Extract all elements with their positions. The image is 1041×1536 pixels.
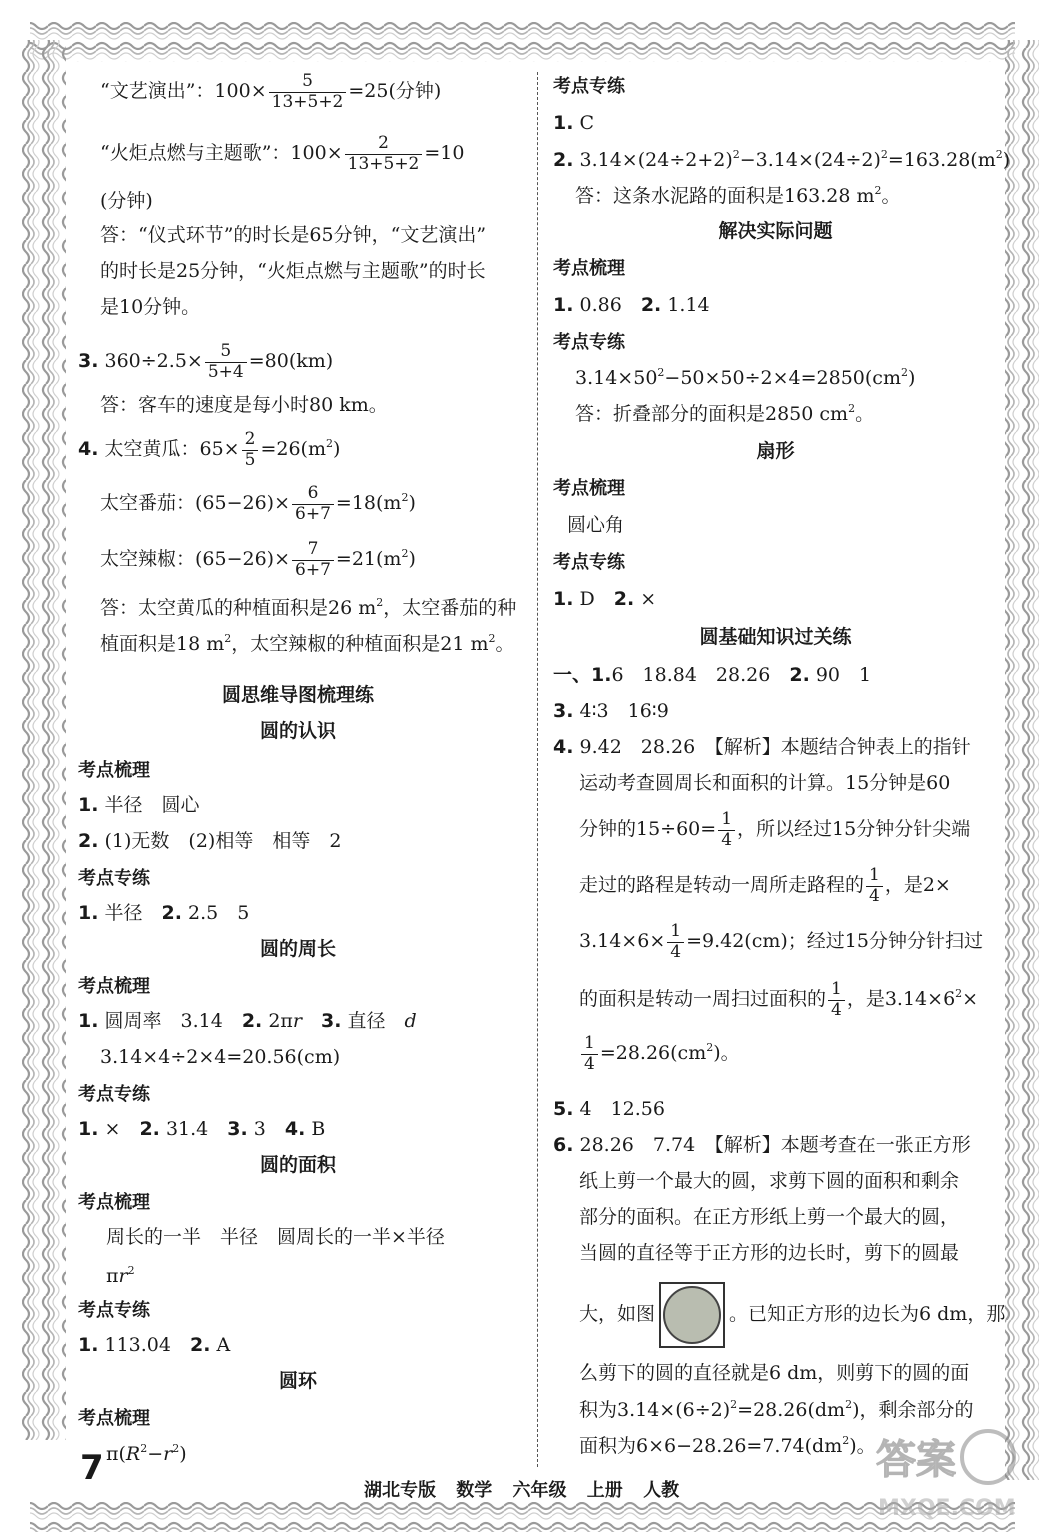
answer-line: 3.14×4÷2×4=20.56(cm) [100,1046,341,1068]
section-title: 扇形 [756,440,795,462]
watermark-text-bottom: MXQE.COM [878,1496,1016,1521]
answer-line: 1. C [553,112,595,134]
answer-line: “文艺演出”：100× $\frac{5}{13+5+2}$ =25(分钟) [100,71,442,112]
answer-line: 5. 4 12.56 [553,1098,665,1120]
answer-line: 圆心角 [567,514,625,536]
fraction: $\frac{5}{5+4}$ [205,342,247,382]
watermark-text-top: 答案 [876,1437,956,1483]
fraction: $\frac{1}{4}$ [866,866,883,906]
answer-line: 答：客车的速度是每小时80 km。 [100,394,388,416]
answer-line: 1. 113.04 2. A [78,1334,231,1356]
answer-line: 积为$3.14\times(6\div 2)^2=28.26(dm^2)$，剩余部分的 [579,1398,974,1421]
subsection-heading: 考点专练 [78,868,150,889]
section-title: 圆的认识 [259,720,336,742]
subsection-heading: 考点专练 [553,552,625,573]
footer-info: 湖北专版 数学 六年级 上册 人教 [364,1480,680,1501]
section-title: 圆的周长 [259,938,336,960]
subsection-heading: 考点梳理 [78,1408,150,1429]
section-title: 解决实际问题 [718,220,833,242]
answer-line: $\pi r^2$ [106,1264,135,1287]
answer-line: 答：折叠部分的面积是2850 $cm^2$。 [575,402,875,425]
answer-line: 1. 圆周率 3.14 2. 2πr 3. 直径 d [78,1010,417,1032]
subsection-heading: 考点梳理 [78,1192,150,1213]
answer-line: 太空番茄：(65−26)× $\frac{6}{6+7}$ $=18(m^2)$ [100,483,416,524]
fraction: $\frac{2}{5}$ [242,430,259,470]
answer-line: 大，如图 。已知正方形的边长为6 dm，那 [579,1282,1005,1348]
answer-line: 么剪下的圆的直径就是6 dm，则剪下的圆的面 [579,1362,970,1384]
column-divider [537,72,538,1467]
answer-line: 面积为$6\times 6-28.26=7.74(dm^2)$。 [579,1434,876,1457]
answer-line: 植面积是18 $m^2$，太空辣椒的种植面积是21 $m^2$。 [100,632,515,655]
answer-line: “火炬点燃与主题歌”：100× $\frac{2}{13+5+2}$ =10 [100,133,465,174]
question-3: 3. 360÷2.5× $\frac{5}{5+4}$ =80(km) [78,341,334,382]
watermark-logo [868,1415,1033,1530]
answer-line: 2. (1)无数 (2)相等 相等 2 [78,830,342,852]
answer-line: 的时长是25分钟，“火炬点燃与主题歌”的时长 [100,260,486,282]
answer-line: $\frac{1}{4}$ $=28.26(cm^2)$。 [579,1034,740,1074]
answer-line: 答：“仪式环节”的时长是65分钟，“文艺演出” [100,224,487,246]
subsection-heading: 考点梳理 [553,258,625,279]
answer-line: 3. 4∶3 16∶9 [553,700,669,722]
fraction: $\frac{2}{13+5+2}$ [345,134,423,174]
subsection-heading: 考点专练 [553,332,625,353]
answer-line: 1. × 2. 31.4 3. 3 4. B [78,1118,326,1140]
subsection-heading: 考点梳理 [78,760,150,781]
answer-line: 2. $3.14\times(24\div 2+2)^2-3.14\times(24\div 2)^2=163.28(m^2)$ [553,148,1011,171]
fraction: $\frac{1}{4}$ [581,1034,598,1074]
answer-line: $\pi(R^2-r^2)$ [106,1442,187,1465]
answer-line: 运动考查圆周长和面积的计算。15分钟是60 [579,772,951,794]
answer-line: (分钟) [100,190,153,212]
inscribed-circle-figure [659,1282,725,1348]
answer-line: 当圆的直径等于正方形的边长时，剪下的圆最 [579,1242,960,1264]
fraction: $\frac{5}{13+5+2}$ [269,72,347,112]
section-title: 圆思维导图梳理练 [221,684,374,706]
subsection-heading: 考点梳理 [553,478,625,499]
answer-line: 太空辣椒：(65−26)× $\frac{7}{6+7}$ $=21(m^2)$ [100,539,416,580]
question-4: 4. 太空黄瓜：65× $\frac{2}{5}$ $=26(m^2)$ [78,429,341,470]
answer-line: 的面积是转动一周扫过面积的 $\frac{1}{4}$ ，是$3.14\times 6^2\times$ [579,979,979,1020]
answer-line: 部分的面积。在正方形纸上剪一个最大的圆， [579,1206,960,1228]
answer-line: 分钟的15÷60= $\frac{1}{4}$ ，所以经过15分钟分针尖端 [579,809,971,850]
page-number: 7 [80,1448,104,1488]
answer-line: 1. 0.86 2. 1.14 [553,294,710,316]
answer-line: 3.14×6× $\frac{1}{4}$ =9.42(cm)；经过15分钟分针扫过 [579,921,983,962]
answer-line: $3.14\times 50^2-50\times 50\div 2\times 4=2850(cm^2)$ [575,366,916,389]
subsection-heading: 考点专练 [78,1084,150,1105]
fraction: $\frac{7}{6+7}$ [292,540,334,580]
answer-line: 1. 半径 2. 2.5 5 [78,902,250,924]
answer-line: 6. 28.26 7.74 【解析】本题考查在一张正方形 [553,1134,971,1156]
watermark-ring [962,1431,1014,1483]
answer-line: 周长的一半 半径 圆周长的一半×半径 [106,1226,445,1248]
answer-line: 4. 9.42 28.26 【解析】本题结合钟表上的指针 [553,736,971,758]
fraction: $\frac{1}{4}$ [828,980,845,1020]
answer-line: 一、1.6 18.84 28.26 2. 90 1 [553,664,872,686]
fraction: $\frac{1}{4}$ [718,810,735,850]
answer-line: 答：太空黄瓜的种植面积是26 $m^2$，太空番茄的种 [100,596,517,619]
answer-line: 走过的路程是转动一周所走路程的 $\frac{1}{4}$ ，是2× [579,865,951,906]
answer-line: 是10分钟。 [100,296,201,318]
section-title: 圆的面积 [259,1154,336,1176]
answer-line: 1. 半径 圆心 [78,794,200,816]
subsection-heading: 考点梳理 [78,976,150,997]
fraction: $\frac{6}{6+7}$ [292,484,334,524]
fraction: $\frac{1}{4}$ [667,922,684,962]
section-title: 圆基础知识过关练 [699,626,852,648]
subsection-heading: 考点专练 [553,76,625,97]
answer-line: 纸上剪一个最大的圆，求剪下圆的面积和剩余 [579,1170,960,1192]
section-title: 圆环 [278,1370,317,1392]
answer-line: 答：这条水泥路的面积是163.28 $m^2$。 [575,184,901,207]
subsection-heading: 考点专练 [78,1300,150,1321]
answer-line: 1. D 2. × [553,588,657,610]
